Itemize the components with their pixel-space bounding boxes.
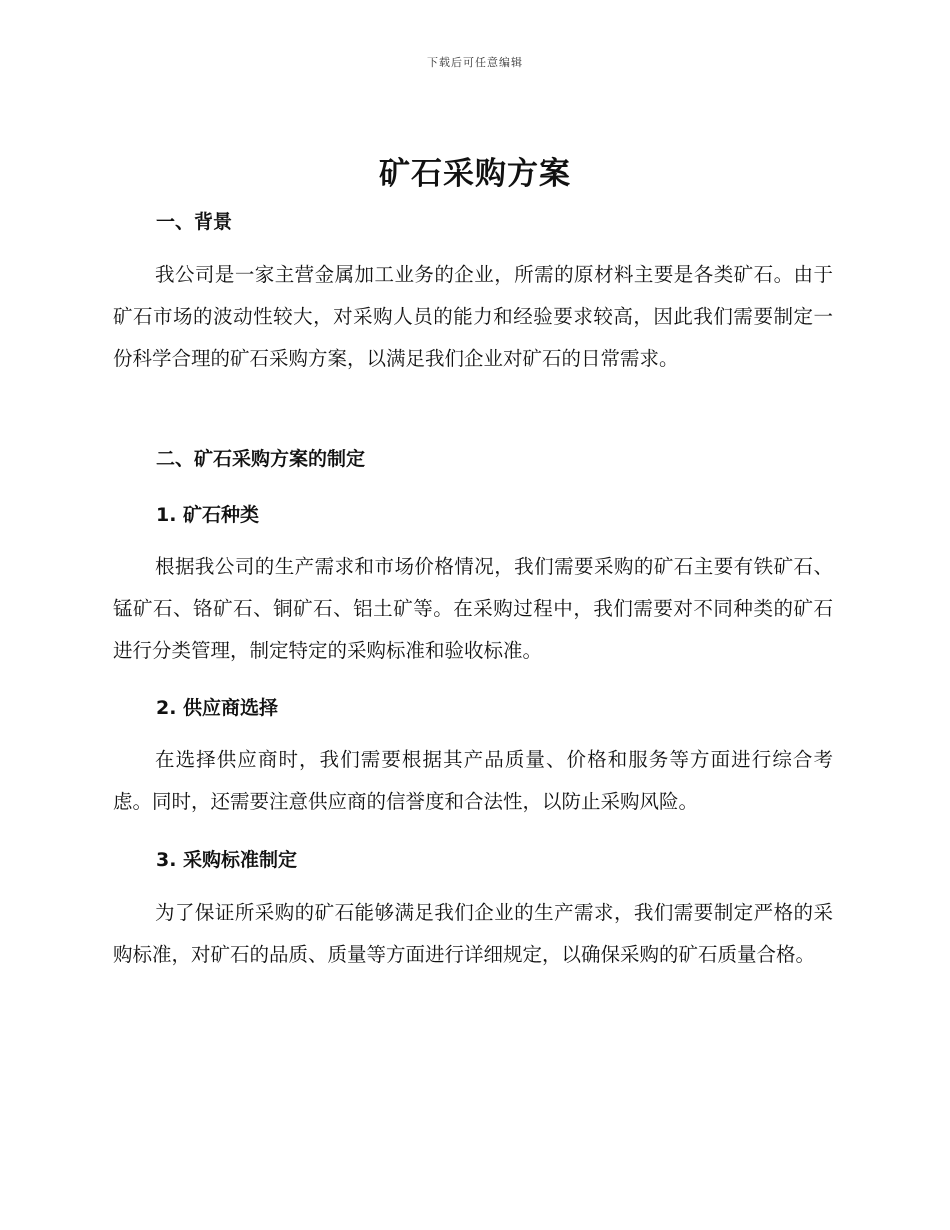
section-heading-background: 一、背景 (156, 211, 233, 233)
section-heading-supplier: 2. 供应商选择 (156, 697, 279, 719)
page-header-note: 下载后可任意编辑 (427, 56, 523, 69)
section-paragraph-ore-types: 根据我公司的生产需求和市场价格情况，我们需要采购的矿石主要有铁矿石、锰矿石、铬矿石、铜矿石、铝土矿等。在采购过程中，我们需要对不同种类的矿石进行分类管理，制定特定的采购标准和验收标准。 (113, 555, 833, 662)
section-heading-standards: 3. 采购标准制定 (156, 849, 298, 871)
section-paragraph-standards: 为了保证所采购的矿石能够满足我们企业的生产需求，我们需要制定严格的采购标准，对矿石的品质、质量等方面进行详细规定，以确保采购的矿石质量合格。 (113, 901, 833, 966)
section-heading-ore-types: 1. 矿石种类 (156, 504, 260, 526)
section-paragraph-background: 我公司是一家主营金属加工业务的企业，所需的原材料主要是各类矿石。由于矿石市场的波动性较大，对采购人员的能力和经验要求较高，因此我们需要制定一份科学合理的矿石采购方案，以满足我们企业对矿石的日常需求。 (113, 263, 833, 370)
section-heading-plan: 二、矿石采购方案的制定 (156, 448, 366, 470)
document-title: 矿石采购方案 (379, 156, 571, 192)
section-paragraph-supplier: 在选择供应商时，我们需要根据其产品质量、价格和服务等方面进行综合考虑。同时，还需要注意供应商的信誉度和合法性，以防止采购风险。 (113, 748, 833, 813)
